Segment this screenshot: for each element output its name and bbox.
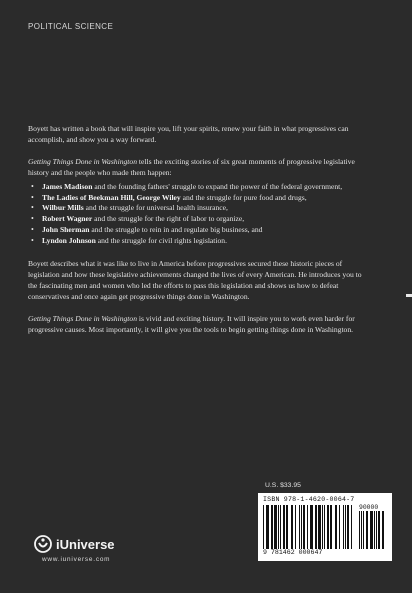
moment-text: and the struggle for the right of labor to organize,: [92, 214, 245, 224]
barcode-bar: [324, 505, 325, 549]
barcode-bar: [361, 511, 362, 549]
price-label: U.S. $33.95: [265, 482, 301, 489]
moment-name: James Madison: [42, 181, 93, 191]
barcode-bar: [280, 505, 281, 549]
barcode-bar: [363, 511, 364, 549]
barcode-bar: [271, 505, 273, 549]
barcode-bar: [295, 505, 296, 549]
barcode-panel: [258, 493, 392, 561]
barcode-bar: [310, 505, 313, 549]
publisher-name: iUniverse: [56, 536, 115, 552]
category-label: POLITICAL SCIENCE: [28, 22, 114, 31]
barcode-bar: [266, 505, 269, 549]
barcode-bar: [318, 505, 321, 549]
moment-name: Wilbur Mills: [42, 203, 84, 213]
barcode-bar: [286, 505, 288, 549]
list-item: [28, 203, 370, 214]
ean-barcode-bars: [263, 505, 355, 549]
moments-list: [28, 182, 370, 247]
moment-name: John Sherman: [42, 225, 90, 235]
barcode-bar: [374, 511, 375, 549]
price-code-number: 90000: [359, 504, 379, 511]
barcode-bar: [343, 505, 344, 549]
moment-text: and the struggle for universal health insurance,: [83, 203, 228, 213]
closing-paragraph: [28, 314, 370, 336]
barcode-bar: [301, 505, 302, 549]
barcode-bar: [382, 511, 384, 549]
describes-paragraph: Boyett describes what it was like to live in America before progressives secured these historic pieces of legislation and how these legislative achievements changed the lives of every American. He introduces you to the fascinating men and women who led the efforts to pass this legislation and shows us how to defeat conservatives and once again get progressive things done in Washington.: [28, 259, 362, 301]
barcode-bar: [359, 511, 360, 549]
barcode-bar: [376, 511, 377, 549]
closing-text: is vivid and exciting history. It will inspire you to work even harder for progressive causes. Most importantly, it will give you the tools to begin getting things done in Washington.: [28, 313, 355, 334]
list-item: [28, 193, 370, 204]
publisher-url: www.iuniverse.com: [42, 556, 111, 563]
barcode-bar: [274, 505, 277, 549]
barcode-bar: [347, 505, 349, 549]
supplement-barcode-bars: [359, 511, 387, 549]
list-item: [28, 225, 370, 236]
barcode-bar: [278, 505, 279, 549]
barcode-bar: [370, 511, 373, 549]
barcode-bar: [351, 505, 352, 549]
book-title-italic: Getting Things Done in Washington: [28, 313, 137, 323]
barcode-bar: [366, 511, 368, 549]
moment-text: and the struggle to rein in and regulate big business, and: [89, 225, 263, 235]
barcode-bar: [335, 505, 337, 549]
barcode-bar: [315, 505, 317, 549]
list-item: [28, 236, 370, 247]
barcode-bar: [378, 511, 380, 549]
moment-name: Lyndon Johnson: [42, 236, 96, 246]
list-item: [28, 182, 370, 193]
barcode-bar: [307, 505, 308, 549]
spine-edge-mark: [406, 294, 412, 297]
back-cover-description: [28, 124, 370, 347]
barcode-bar: [339, 505, 340, 549]
barcode-bar: [299, 505, 300, 549]
barcode-bar: [327, 505, 329, 549]
moment-text: and the founding fathers' struggle to expand the power of the federal government,: [92, 181, 343, 191]
moment-name: Robert Wagner: [42, 214, 93, 224]
barcode-bar: [330, 505, 332, 549]
isbn-text: ISBN 978-1-4620-0064-7: [263, 496, 355, 503]
barcode-bar: [322, 505, 323, 549]
tells-paragraph: [28, 157, 370, 179]
list-item: [28, 214, 370, 225]
barcode-bar: [283, 505, 285, 549]
barcode-bar: [345, 505, 346, 549]
publisher-logo: [34, 535, 115, 553]
tells-text: tells the exciting stories of six great moments of progressive legislative history and the people who made them happen:: [28, 156, 355, 177]
barcode-bar: [263, 505, 264, 549]
intro-paragraph: Boyett has written a book that will inspire you, lift your spirits, renew your faith in what progressives can accomplish, and show you a way forward.: [28, 124, 349, 144]
barcode-bar: [303, 505, 305, 549]
iuniverse-logo-icon: [34, 535, 52, 553]
book-title-italic: Getting Things Done in Washington: [28, 156, 137, 166]
moment-text: and the struggle for civil rights legislation.: [95, 236, 228, 246]
barcode-bar: [291, 505, 293, 549]
ean-number: 9 781462 000647: [263, 549, 323, 556]
moment-name: The Ladies of Beekman Hill, George Wiley: [42, 192, 181, 202]
moment-text: and the struggle for pure food and drugs,: [180, 192, 307, 202]
